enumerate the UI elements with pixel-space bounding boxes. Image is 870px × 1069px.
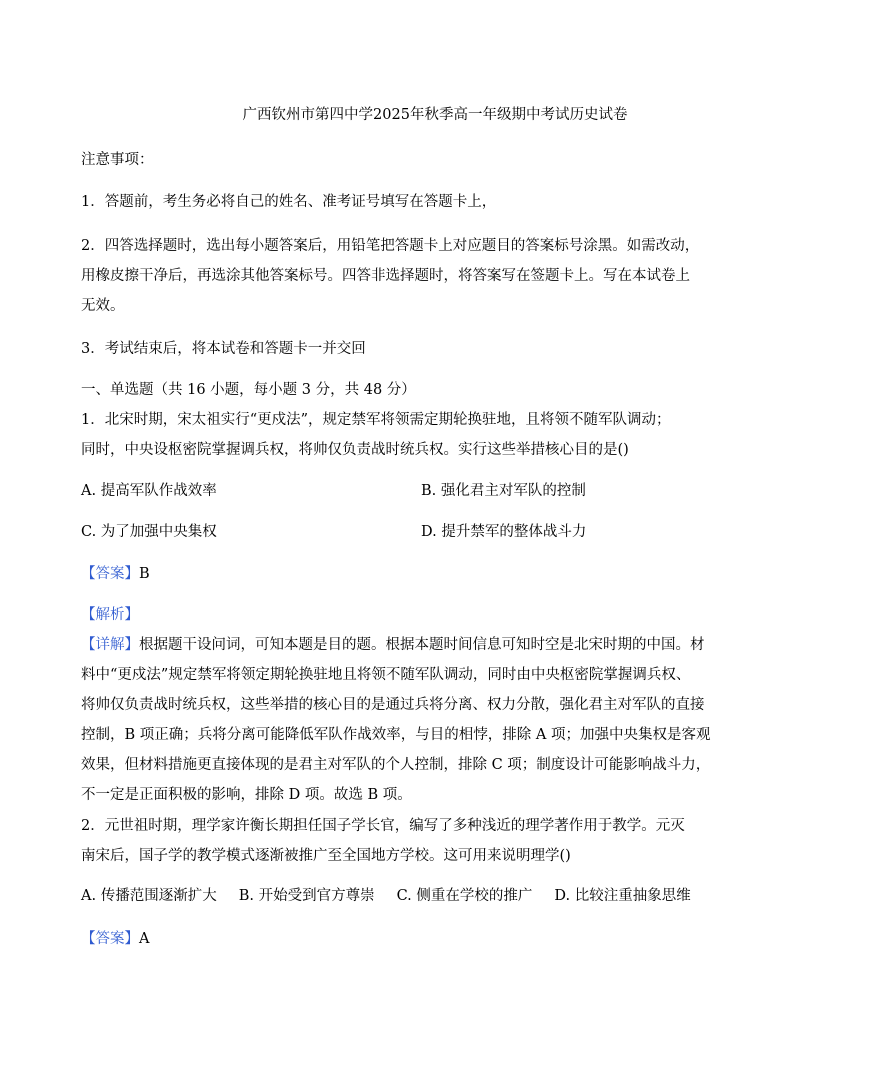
notice-heading: 注意事项： (81, 152, 154, 168)
q1-detail-line-2: 料中“更戍法”规定禁军将领定期轮换驻地且将领不随军队调动，同时由中央枢密院掌握调兵权、 (81, 667, 691, 683)
q1-option-b: B. 强化君主对军队的控制 (421, 483, 586, 499)
q2-options (81, 886, 713, 906)
page-title: 广西钦州市第四中学2025年秋季高一年级期中考试历史试卷 (242, 107, 628, 123)
q1-answer (81, 564, 150, 584)
q1-option-a: A. 提高军队作战效率 (81, 483, 217, 499)
answer-tag: 【答案】 (81, 566, 139, 582)
answer-value: A (139, 931, 150, 947)
notice-item-3: 3．考试结束后，将本试卷和答题卡一并交回 (81, 341, 366, 357)
q1-stem-line-1: 1．北宋时期，宋太祖实行“更戍法”，规定禁军将领需定期轮换驻地，且将领不随军队调动； (81, 412, 671, 428)
q1-option-c: C. 为了加强中央集权 (81, 524, 217, 540)
q2-option-a: A. 传播范围逐渐扩大 (81, 888, 217, 904)
section-heading: 一、单选题（共 16 小题，每小题 3 分，共 48 分） (81, 382, 416, 398)
q2-option-b: B. 开始受到官方尊崇 (238, 888, 375, 904)
answer-value: B (139, 566, 150, 582)
notice-item-2-line-2: 用橡皮擦干净后，再选涂其他答案标号。四答非选择题时，将答案写在签题卡上。写在本试卷上 (81, 268, 690, 284)
q1-stem-line-2: 同时，中央设枢密院掌握调兵权，将帅仅负责战时统兵权。实行这些举措核心目的是() (81, 442, 629, 458)
q2-stem-line-1: 2．元世祖时期，理学家许衡长期担任国子学长官，编写了多种浅近的理学著作用于教学。元灭 (81, 818, 685, 834)
q2-option-c: C. 侧重在学校的推广 (396, 888, 533, 904)
q1-analysis-tag: 【解析】 (81, 607, 139, 623)
q1-detail-line-5: 效果，但材料措施更直接体现的是君主对军队的个人控制，排除 C 项；制度设计可能影响战斗力， (81, 757, 711, 773)
notice-item-2-line-1: 2．四答选择题时，选出每小题答案后，用铅笔把答题卡上对应题目的答案标号涂黑。如需改动， (81, 238, 700, 254)
notice-item-2-line-3: 无效。 (81, 298, 125, 314)
q1-detail-line-4: 控制，B 项正确；兵将分离可能降低军队作战效率，与目的相悖，排除 A 项；加强中央集权是客观 (81, 727, 711, 743)
q2-stem-line-2: 南宋后，国子学的教学模式逐渐被推广至全国地方学校。这可用来说明理学() (81, 848, 571, 864)
detail-tag: 【详解】 (81, 637, 139, 653)
q1-detail-line-6: 不一定是正面积极的影响，排除 D 项。故选 B 项。 (81, 787, 412, 803)
q1-detail-line-1 (81, 635, 705, 655)
q2-option-d: D. 比较注重抽象思维 (554, 888, 691, 904)
q1-option-d: D. 提升禁军的整体战斗力 (421, 524, 587, 540)
q1-detail-line-3: 将帅仅负责战时统兵权，这些举措的核心目的是通过兵将分离、权力分散，强化君主对军队的直接 (81, 697, 705, 713)
answer-tag: 【答案】 (81, 931, 139, 947)
notice-item-1: 1．答题前，考生务必将自己的姓名、准考证号填写在答题卡上， (81, 194, 497, 210)
q2-answer (81, 929, 149, 949)
detail-text: 根据题干设问词，可知本题是目的题。根据本题时间信息可知时空是北宋时期的中国。材 (139, 637, 705, 653)
